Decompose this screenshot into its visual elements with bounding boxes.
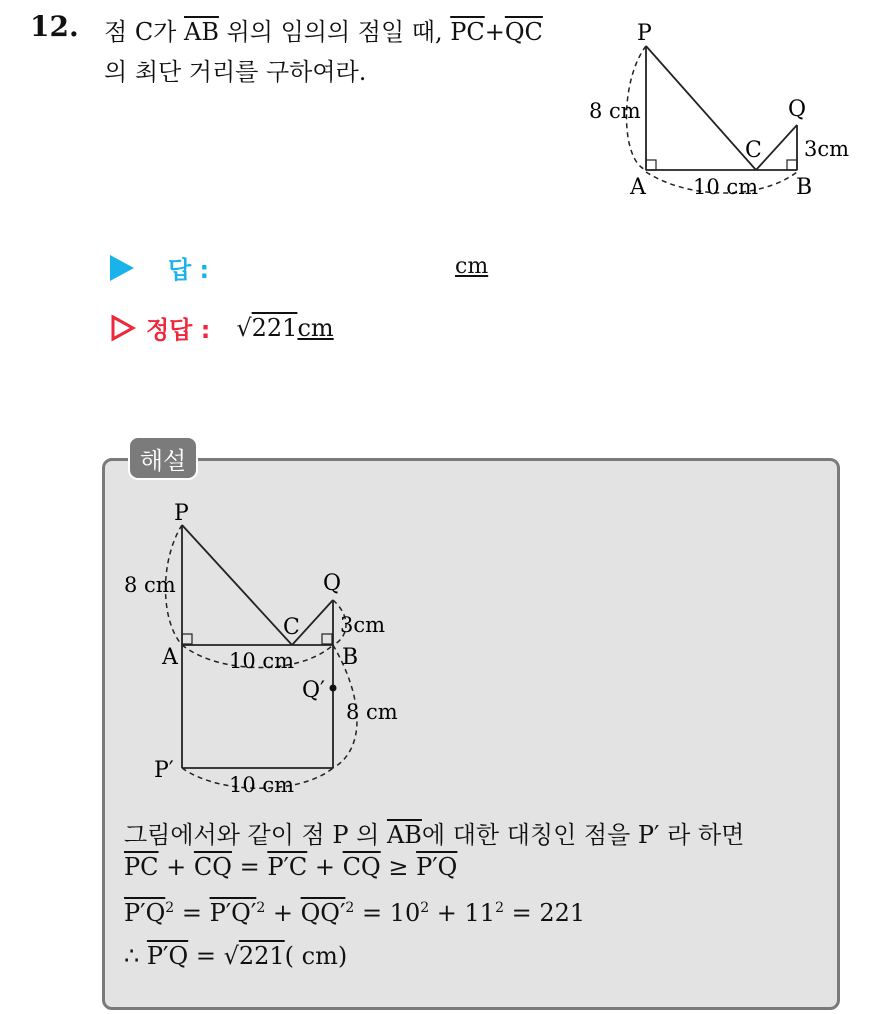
correct-answer-row <box>110 310 334 345</box>
explanation-line3: $P'Q^2 = P'Q'^2 + QQ'^2 = 10^2 + 11^2 = 221$ <box>124 899 586 927</box>
label-p: P <box>637 21 652 46</box>
correct-answer-value: √221cm <box>236 313 334 342</box>
right-angle-b <box>787 160 797 170</box>
correct-answer-label: 정답 : <box>146 316 211 344</box>
right-angle-b <box>322 634 332 644</box>
label-q2: Q′ <box>302 678 326 703</box>
point-q2 <box>330 685 337 692</box>
outline-arrow-icon <box>110 314 136 342</box>
explanation-line1: 그림에서와 같이 점 P 의 $\overline{AB}$에 대한 대칭인 점을 P′ 라 하면 <box>124 821 745 849</box>
problem-text-line1: 점 C가 $\overline{AB}$ 위의 임의의 점일 때, $\overline{PC}+\overline{QC}$ <box>104 18 543 46</box>
segment-pc-line <box>646 46 756 170</box>
label-a: A <box>162 645 178 670</box>
answer-row <box>110 250 209 285</box>
label-len-p2: 10 cm <box>229 773 295 797</box>
segment-pc-line <box>182 525 292 645</box>
label-len-ap: 8 cm <box>124 573 176 597</box>
play-arrow-icon <box>110 255 134 281</box>
label-a: A <box>630 175 646 200</box>
label-p2: P′ <box>154 758 174 783</box>
label-len-bq2: 8 cm <box>346 700 398 724</box>
answer-unit: cm <box>455 254 489 279</box>
segment-qc: $\overline{QC}$ <box>504 18 543 46</box>
label-q: Q <box>788 97 807 122</box>
answer-label: 답 : <box>168 256 210 284</box>
label-len-ap: 8 cm <box>589 99 641 123</box>
label-p: P <box>174 501 189 526</box>
label-c: C <box>283 615 300 640</box>
label-c: C <box>745 138 762 163</box>
label-len-ab: 10 cm <box>229 649 295 673</box>
label-b: B <box>342 645 359 670</box>
segment-ab: $\overline{AB}$ <box>184 18 219 46</box>
segment-cq-line <box>756 125 797 170</box>
explanation-tab: 해설 <box>128 436 198 480</box>
label-len-bq: 3cm <box>340 613 386 637</box>
label-b: B <box>796 175 813 200</box>
explanation-line2: $\overline{PC} + \overline{CQ} = P'C + \overline{CQ} \ge P'Q$ <box>124 853 458 881</box>
explanation-figure <box>110 495 430 805</box>
right-angle-a <box>646 160 656 170</box>
problem-number: 12. <box>30 10 79 43</box>
label-len-bq: 3cm <box>804 137 850 161</box>
right-angle-a <box>182 634 192 644</box>
problem-figure <box>580 15 880 205</box>
explanation-line4: ∴ P′Q = √221( cm) <box>124 942 348 970</box>
segment-pc: $\overline{PC}$ <box>450 18 485 46</box>
label-q: Q <box>323 571 342 596</box>
label-len-ab: 10 cm <box>693 175 759 199</box>
problem-text-line2: 의 최단 거리를 구하여라. <box>104 58 367 86</box>
